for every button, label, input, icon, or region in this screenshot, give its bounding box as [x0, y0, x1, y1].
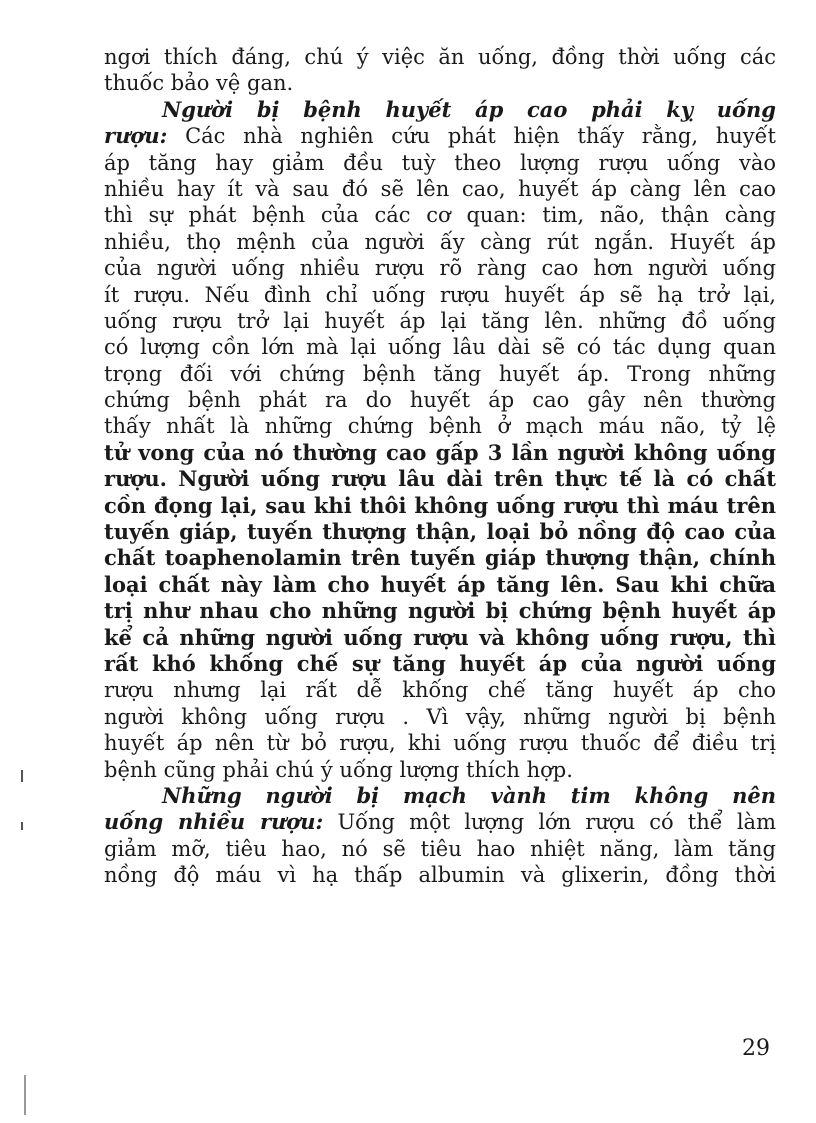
- text-line: ngơi thích đáng, chú ý việc ăn uống, đồng thời uống các: [104, 45, 776, 69]
- text-line: loại chất này làm cho huyết áp tăng lên. Sau khi chữa: [104, 571, 776, 597]
- text-line: bệnh cũng phải chú ý uống lượng thích hợp.: [104, 757, 573, 782]
- text-line: huyết áp nên từ bỏ rượu, khi uống rượu thuốc để điều trị: [104, 731, 776, 756]
- text-line: trọng đối với chứng bệnh tăng huyết áp. Trong những: [104, 361, 776, 386]
- text-line: uống rượu trở lại huyết áp lại tăng lên. những đồ uống: [104, 308, 776, 333]
- text-line: tuyến giáp, tuyến thượng thận, loại bỏ nồng độ cao của: [104, 519, 776, 545]
- section-heading-hypertension-end: rượu:: [104, 123, 168, 149]
- section-heading-hypertension: Người bị bệnh huyết áp cao phải kỵ uống: [162, 96, 776, 122]
- text-line: rất khó khống chế sự tăng huyết áp của người uống: [104, 650, 776, 676]
- text-line: chứng bệnh phát ra do huyết áp cao gây nên thường: [104, 388, 776, 413]
- scan-mark: [21, 822, 23, 830]
- text-line: nồng độ máu vì hạ thấp albumin và glixerin, đồng thời: [104, 863, 776, 888]
- scan-mark: [21, 770, 23, 782]
- text-line: áp tăng hay giảm đều tuỳ theo lượng rượu uống vào: [104, 150, 776, 175]
- text-line: thì sự phát bệnh của các cơ quan: tim, não, thận càng: [104, 203, 776, 228]
- text-line: giảm mỡ, tiêu hao, nó sẽ tiêu hao nhiệt năng, làm tăng: [104, 836, 776, 861]
- text-line: trị như nhau cho những người bị chứng bệnh huyết áp: [104, 598, 776, 624]
- text-line: thấy nhất là những chứng bệnh ở mạch máu não, tỷ lệ: [104, 414, 776, 439]
- text-line: nhiều, thọ mệnh của người ấy càng rút ngắn. Huyết áp: [104, 229, 776, 254]
- section-heading-coronary: Những người bị mạch vành tim không nên: [162, 782, 776, 808]
- text-line: [104, 809, 776, 835]
- text-line: ít rượu. Nếu đình chỉ uống rượu huyết áp sẽ hạ trở lại,: [104, 282, 776, 307]
- text-line: kể cả những người uống rượu và không uống rượu, thì: [104, 624, 776, 650]
- text-line: cồn đọng lại, sau khi thôi không uống rượu thì máu trên: [104, 492, 776, 518]
- text-line: [104, 123, 776, 149]
- text-line: tử vong của nó thường cao gấp 3 lần người không uống: [104, 439, 776, 465]
- book-page-text: [104, 44, 776, 889]
- text-run: Các nhà nghiên cứu phát hiện thấy rằng, huyết: [167, 124, 776, 149]
- text-line: chất toaphenolamin trên tuyến giáp thượng thận, chính: [104, 545, 776, 571]
- text-line: thuốc bảo vệ gan.: [104, 71, 294, 96]
- text-line: người không uống rượu . Vì vậy, những người bị bệnh: [104, 704, 776, 729]
- text-line: rượu nhưng lại rất dễ khống chế tăng huyết áp cho: [104, 678, 776, 703]
- text-line: có lượng cồn lớn mà lại uống lâu dài sẽ có tác dụng quan: [104, 335, 776, 360]
- section-heading-coronary-end: uống nhiều rượu:: [104, 809, 324, 835]
- text-line: của người uống nhiều rượu rõ ràng cao hơn người uống: [104, 256, 776, 281]
- text-run: Uống một lượng lớn rượu có thể làm: [323, 810, 776, 835]
- text-line: rượu. Người uống rượu lâu dài trên thực tế là có chất: [104, 466, 776, 492]
- scan-mark: [24, 1075, 26, 1115]
- text-line: nhiều hay ít và sau đó sẽ lên cao, huyết áp càng lên cao: [104, 176, 776, 201]
- page-number: 29: [742, 1036, 770, 1061]
